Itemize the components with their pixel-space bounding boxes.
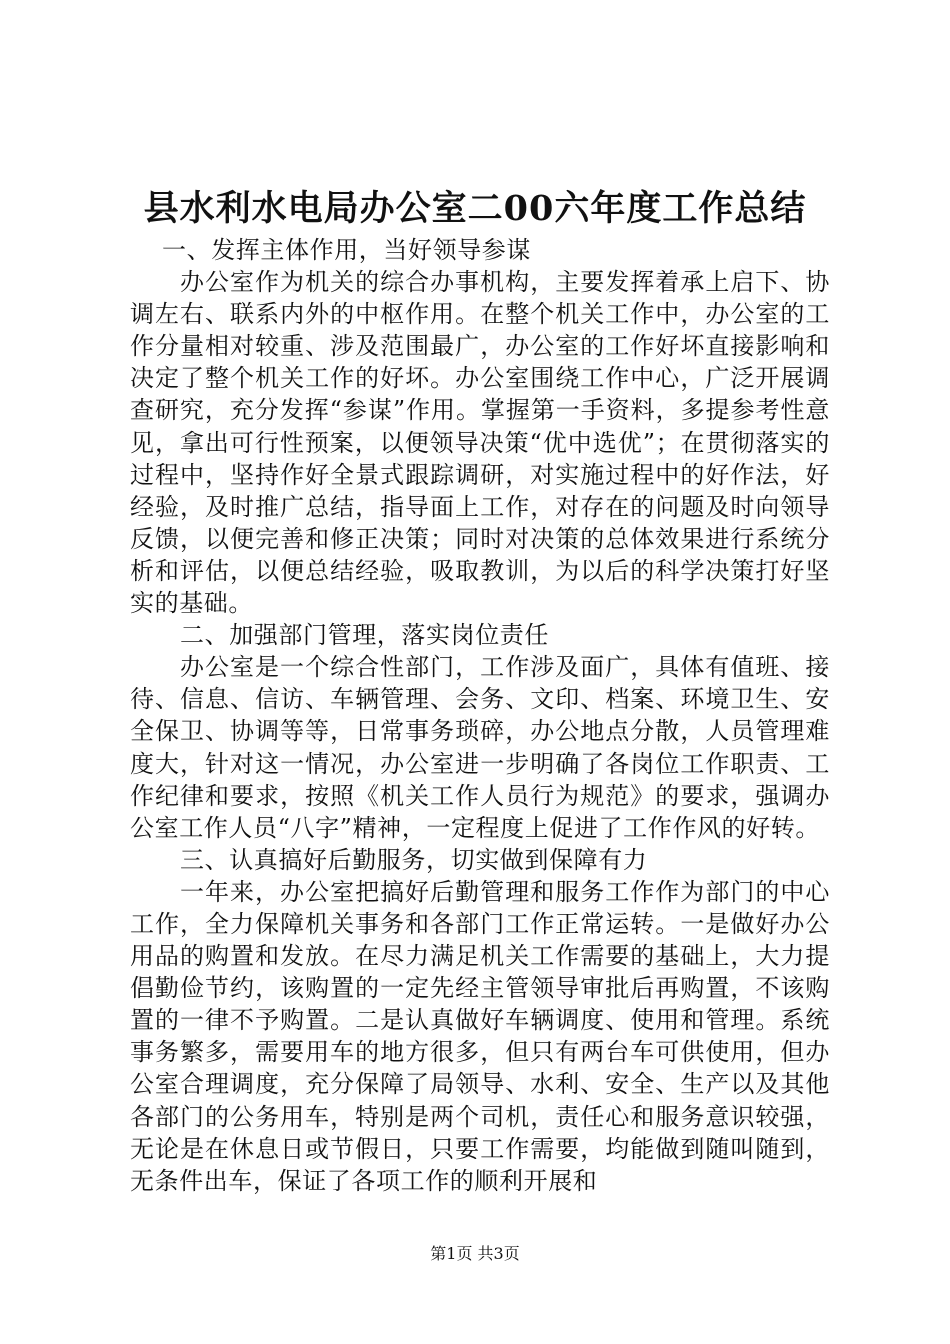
section-2-paragraph: 办公室是一个综合性部门，工作涉及面广，具体有值班、接待、信息、信访、车辆管理、会务、文印、档案、环境卫生、安全保卫、协调等等，日常事务琐碎，办公地点分散，人员管理难度大，针对这一情况，办公室进一步明确了各岗位工作职责、工作纪律和要求，按照《机关工作人员行为规范》的要求，强调办公室工作人员“八字”精神，一定程度上促进了工作作风的好转。 (130, 653, 830, 842)
section-1-paragraph: 办公室作为机关的综合办事机构，主要发挥着承上启下、协调左右、联系内外的中枢作用。在整个机关工作中，办公室的工作分量相对较重、涉及范围最广，办公室的工作好坏直接影响和决定了整个机关工作的好坏。办公室围绕工作中心，广泛开展调查研究，充分发挥“参谋”作用。掌握第一手资料，多提参考性意见，拿出可行性预案，以便领导决策“优中选优”；在贯彻落实的过程中，坚持作好全景式跟踪调研，对实施过程中的好作法，好经验，及时推广总结，指导面上工作，对存在的问题及时向领导反馈，以便完善和修正决策；同时对决策的总体效果进行系统分析和评估，以便总结经验，吸取教训，为以后的科学决策打好坚实的基础。 (130, 268, 830, 618)
section-heading-1: 一、发挥主体作用，当好领导参谋 (162, 236, 531, 264)
section-heading-2: 二、加强部门管理，落实岗位责任 (180, 621, 549, 650)
page-number-footer: 第1页 共3页 (430, 1244, 520, 1263)
section-3-paragraph: 一年来，办公室把搞好后勤管理和服务工作作为部门的中心工作，全力保障机关事务和各部门工作正常运转。一是做好办公用品的购置和发放。在尽力满足机关工作需要的基础上，大力提倡勤俭节约，该购置的一定先经主管领导审批后再购置，不该购置的一律不予购置。二是认真做好车辆调度、使用和管理。系统事务繁多，需要用车的地方很多，但只有两台车可供使用，但办公室合理调度，充分保障了局领导、水利、安全、生产以及其他各部门的公务用车，特别是两个司机，责任心和服务意识较强，无论是在休息日或节假日，只要工作需要，均能做到随叫随到，无条件出车，保证了各项工作的顺利开展和 (130, 877, 830, 1195)
document-body (130, 234, 830, 1197)
section-heading-3: 三、认真搞好后勤服务，切实做到保障有力 (180, 845, 648, 874)
document-title: 县水利水电局办公室二00六年度工作总结 (143, 188, 807, 229)
